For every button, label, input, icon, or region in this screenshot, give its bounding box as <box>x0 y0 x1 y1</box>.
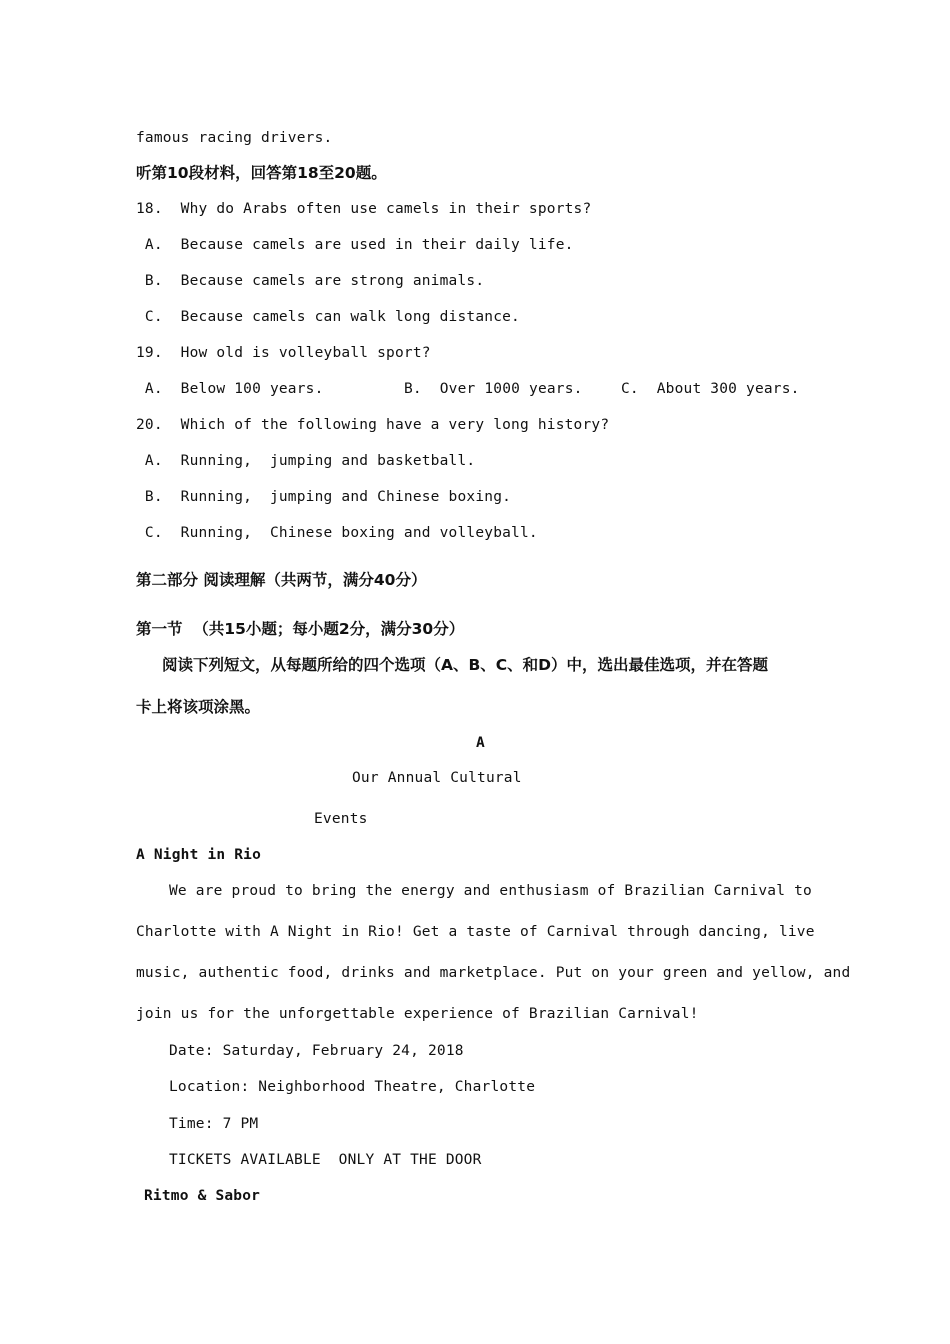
ticket-note: TICKETS AVAILABLE ONLY AT THE DOOR <box>169 1152 482 1168</box>
instructions-line-2: 卡上将该项涂黑。 <box>136 698 261 716</box>
paragraph-line: Charlotte with A Night in Rio! Get a taste of Carnival through dancing, live <box>136 924 815 940</box>
question-18-option-c: C. Because camels can walk long distance. <box>136 309 520 325</box>
listening-section-heading: 听第10段材料，回答第18至20题。 <box>136 164 387 182</box>
question-18: 18. Why do Arabs often use camels in their sports? <box>136 201 592 217</box>
question-20-option-c: C. Running, Chinese boxing and volleyball. <box>136 525 538 541</box>
event-heading-ritmo-sabor: Ritmo & Sabor <box>144 1188 261 1204</box>
question-20-option-a: A. Running, jumping and basketball. <box>136 453 476 469</box>
instructions-line-1: 阅读下列短文，从每题所给的四个选项（A、B、C、和D）中，选出最佳选项，并在答题 <box>162 656 769 674</box>
paragraph-line: We are proud to bring the energy and enthusiasm of Brazilian Carnival to <box>169 883 812 899</box>
passage-label: A <box>476 735 485 751</box>
question-19-option-c: C. About 300 years. <box>621 381 800 397</box>
event-location: Location: Neighborhood Theatre, Charlotte <box>169 1079 536 1095</box>
event-date: Date: Saturday, February 24, 2018 <box>169 1043 464 1059</box>
event-heading-night-in-rio: A Night in Rio <box>136 847 262 863</box>
text-line: famous racing drivers. <box>136 130 333 146</box>
paragraph-line: music, authentic food, drinks and marketplace. Put on your green and yellow, and <box>136 965 851 981</box>
question-18-option-b: B. Because camels are strong animals. <box>136 273 485 289</box>
part-two-heading: 第二部分 阅读理解（共两节，满分40分） <box>136 571 427 589</box>
question-19-option-a: A. Below 100 years. <box>136 381 324 397</box>
question-20-option-b: B. Running, jumping and Chinese boxing. <box>136 489 512 505</box>
event-time: Time: 7 PM <box>169 1116 259 1132</box>
passage-title: Our Annual Cultural <box>352 770 522 786</box>
passage-title-continued: Events <box>314 811 368 827</box>
question-19: 19. How old is volleyball sport? <box>136 345 431 361</box>
question-18-option-a: A. Because camels are used in their daily life. <box>136 237 574 253</box>
question-19-option-b: B. Over 1000 years. <box>404 381 583 397</box>
section-one-heading: 第一节 （共15小题；每小题2分，满分30分） <box>136 620 465 638</box>
paragraph-line: join us for the unforgettable experience of Brazilian Carnival! <box>136 1006 699 1022</box>
question-20: 20. Which of the following have a very long history? <box>136 417 610 433</box>
